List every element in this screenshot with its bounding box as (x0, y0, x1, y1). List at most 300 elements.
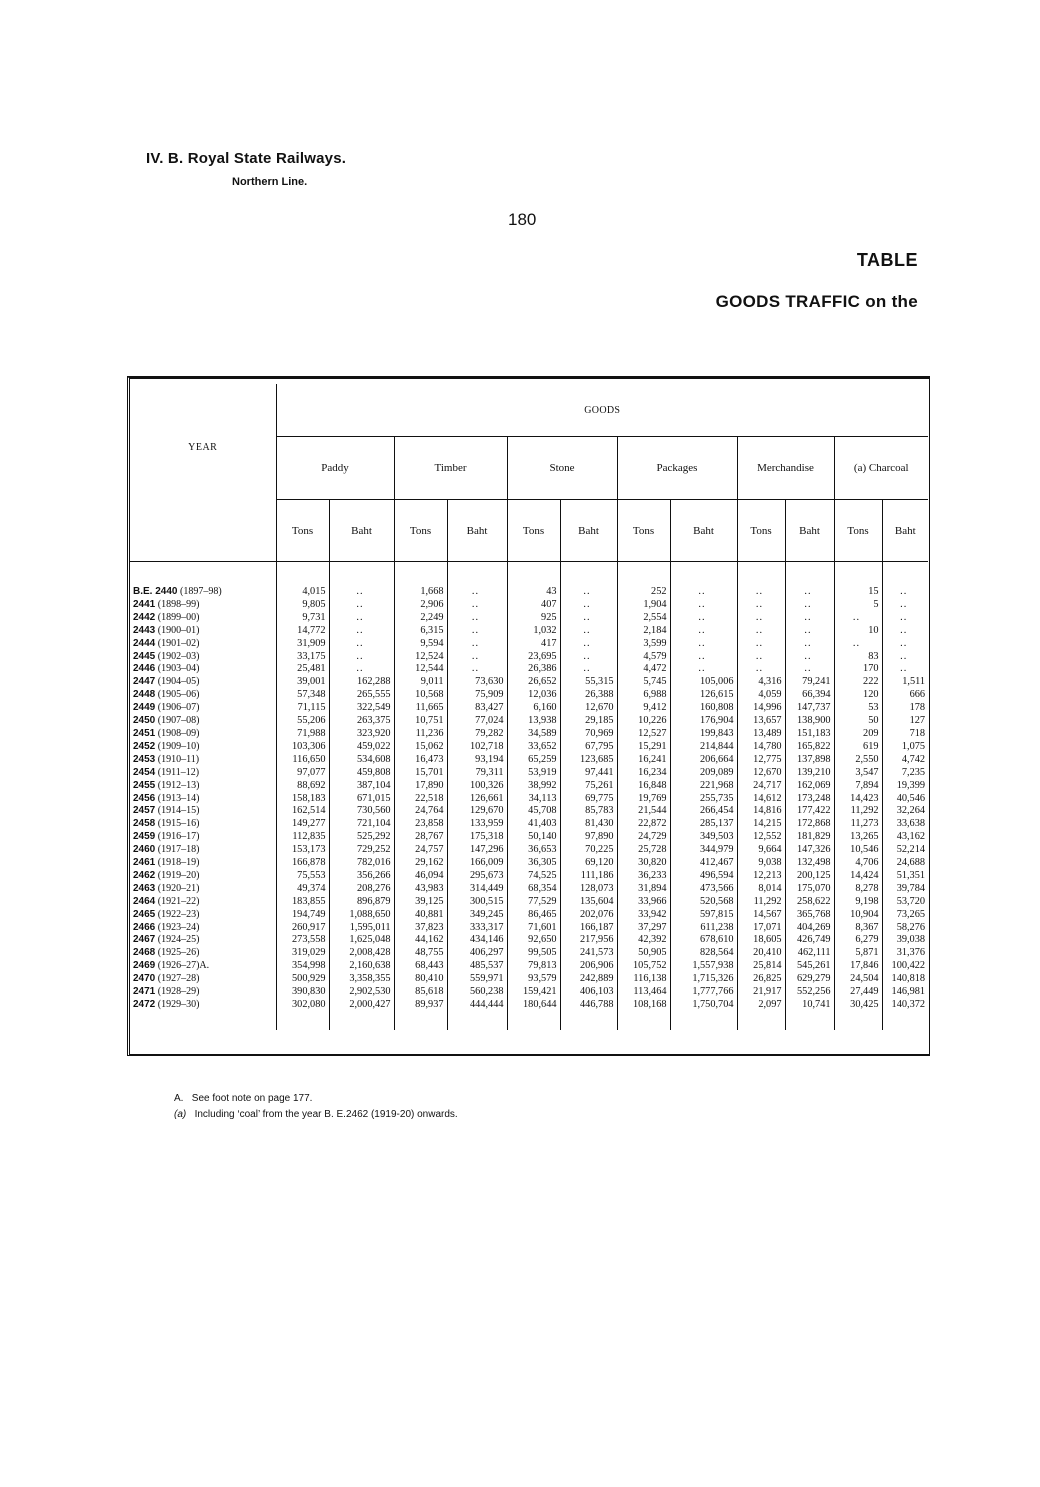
value-cell: 70,225 (560, 844, 617, 857)
value-cell: 15,062 (394, 741, 447, 754)
year-cell: 2443 (1900–01) (130, 625, 276, 638)
unit-header: Tons (507, 500, 560, 562)
unit-header: Baht (670, 500, 737, 562)
value-cell: 322,549 (329, 702, 394, 715)
value-cell: 1,088,650 (329, 909, 394, 922)
section-subtitle: Northern Line. (232, 176, 308, 188)
year-cell: 2456 (1913–14) (130, 793, 276, 806)
value-cell: 1,668 (394, 586, 447, 599)
value-cell: 26,388 (560, 689, 617, 702)
value-cell: 15,291 (617, 741, 670, 754)
value-cell: .. (900, 650, 908, 662)
value-cell: .. (560, 625, 617, 638)
value-cell: .. (737, 663, 785, 676)
value-cell: 14,996 (737, 702, 785, 715)
table-row (130, 831, 928, 844)
value-cell: 14,612 (737, 793, 785, 806)
year-cell: 2467 (1924–25) (130, 934, 276, 947)
value-cell: .. (447, 625, 507, 638)
value-cell: 200,125 (785, 870, 834, 883)
value-cell: 58,276 (896, 921, 926, 933)
value-cell: 93,579 (507, 973, 560, 986)
value-cell: 206,664 (670, 754, 737, 767)
value-cell: 202,076 (560, 909, 617, 922)
value-cell: 50,905 (617, 947, 670, 960)
value-cell: 147,737 (785, 702, 834, 715)
value-cell: 9,664 (737, 844, 785, 857)
value-cell: 126,615 (670, 689, 737, 702)
footnote-a (174, 1093, 312, 1104)
value-cell: 730,560 (329, 805, 394, 818)
value-cell: 729,252 (329, 844, 394, 857)
value-cell: 208,276 (329, 883, 394, 896)
table-row (130, 793, 928, 806)
value-cell: 23,858 (394, 818, 447, 831)
value-cell: 485,537 (447, 960, 507, 973)
value-cell: .. (447, 599, 507, 612)
value-cell: 52,214 (896, 844, 926, 856)
value-cell: 678,610 (670, 934, 737, 947)
value-cell: 4,742 (901, 753, 926, 765)
value-cell: 1,777,766 (670, 986, 737, 999)
value-cell: 13,489 (737, 728, 785, 741)
value-cell: .. (447, 663, 507, 676)
table-label: TABLE (856, 250, 918, 270)
value-cell: 11,292 (737, 896, 785, 909)
value-cell: 194,749 (276, 909, 329, 922)
value-cell: 53,720 (896, 895, 926, 907)
value-cell: 24,504 (834, 973, 882, 986)
value-cell: .. (560, 638, 617, 651)
value-cell: .. (900, 663, 908, 675)
value-cell: 67,795 (560, 741, 617, 754)
value-cell: 525,292 (329, 831, 394, 844)
value-cell: 434,146 (447, 934, 507, 947)
value-cell: 146,981 (891, 986, 926, 998)
value-cell: 69,120 (560, 857, 617, 870)
value-cell: 137,898 (785, 754, 834, 767)
value-cell: 183,855 (276, 896, 329, 909)
value-cell: 10,904 (834, 909, 882, 922)
value-cell: 111,186 (560, 870, 617, 883)
year-cell: 2462 (1919–20) (130, 870, 276, 883)
value-cell: 97,077 (276, 767, 329, 780)
value-cell: 37,297 (617, 922, 670, 935)
table-row (130, 986, 928, 999)
value-cell: 10,226 (617, 715, 670, 728)
value-cell: 162,069 (785, 780, 834, 793)
footnote-text: Including ‘coal’ from the year B. E.2462 (1919-20) onwards. (194, 1109, 458, 1120)
year-cell: 2448 (1905–06) (130, 689, 276, 702)
value-cell: .. (785, 599, 834, 612)
value-cell: 412,467 (670, 857, 737, 870)
value-cell: 13,938 (507, 715, 560, 728)
value-cell: 100,422 (891, 960, 926, 972)
value-cell: 138,900 (785, 715, 834, 728)
value-cell: 85,618 (394, 986, 447, 999)
value-cell: 9,011 (394, 676, 447, 689)
value-cell: .. (560, 586, 617, 599)
table-row (130, 973, 928, 986)
value-cell: 175,070 (785, 883, 834, 896)
value-cell: .. (785, 625, 834, 638)
value-cell: 12,544 (394, 663, 447, 676)
table-row (130, 741, 928, 754)
value-cell: 11,236 (394, 728, 447, 741)
value-cell: 496,594 (670, 870, 737, 883)
value-cell: 75,553 (276, 870, 329, 883)
value-cell: 2,008,428 (329, 947, 394, 960)
value-cell: 48,755 (394, 947, 447, 960)
value-cell: 896,879 (329, 896, 394, 909)
value-cell: 1,075 (901, 740, 926, 752)
value-cell: 17,846 (834, 960, 882, 973)
goods-group-header: GOODS (276, 384, 928, 437)
value-cell: .. (329, 638, 394, 651)
value-cell: 38,992 (507, 780, 560, 793)
value-cell: 16,473 (394, 754, 447, 767)
value-cell: 26,386 (507, 663, 560, 676)
value-cell: .. (834, 612, 882, 625)
value-cell: .. (785, 638, 834, 651)
value-cell: 33,652 (507, 741, 560, 754)
unit-header: Tons (276, 500, 329, 562)
year-cell: 2442 (1899–00) (130, 612, 276, 625)
year-cell: 2455 (1912–13) (130, 780, 276, 793)
value-cell: 153,173 (276, 844, 329, 857)
value-cell: .. (670, 663, 737, 676)
value-cell: 181,829 (785, 831, 834, 844)
value-cell: 14,567 (737, 909, 785, 922)
value-cell: 135,604 (560, 896, 617, 909)
value-cell: .. (329, 586, 394, 599)
year-cell: 2468 (1925–26) (130, 947, 276, 960)
value-cell: 79,241 (785, 676, 834, 689)
value-cell: 139,210 (785, 767, 834, 780)
value-cell: 12,775 (737, 754, 785, 767)
value-cell: 129,670 (447, 805, 507, 818)
year-cell: 2446 (1903–04) (130, 663, 276, 676)
value-cell: 2,906 (394, 599, 447, 612)
value-cell: 6,160 (507, 702, 560, 715)
table-row (130, 909, 928, 922)
value-cell: 302,080 (276, 999, 329, 1012)
unit-header: Baht (329, 500, 394, 562)
table-row (130, 818, 928, 831)
value-cell: 545,261 (785, 960, 834, 973)
value-cell: 105,752 (617, 960, 670, 973)
footnote-charcoal (174, 1109, 458, 1120)
table-row (130, 728, 928, 741)
value-cell: 4,316 (737, 676, 785, 689)
value-cell: .. (737, 612, 785, 625)
category-header: Timber (394, 437, 507, 500)
value-cell: 68,443 (394, 960, 447, 973)
value-cell: 222 (834, 676, 882, 689)
value-cell: 12,670 (560, 702, 617, 715)
value-cell: 17,071 (737, 922, 785, 935)
value-cell: 178 (909, 702, 926, 714)
value-cell: 24,717 (737, 780, 785, 793)
value-cell: 46,094 (394, 870, 447, 883)
value-cell: 1,595,011 (329, 922, 394, 935)
value-cell: 462,111 (785, 947, 834, 960)
unit-header: Tons (737, 500, 785, 562)
value-cell: 79,813 (507, 960, 560, 973)
value-cell: 9,594 (394, 638, 447, 651)
value-cell: 629,279 (785, 973, 834, 986)
value-cell: 15,701 (394, 767, 447, 780)
table-row (130, 702, 928, 715)
value-cell: 406,297 (447, 947, 507, 960)
value-cell: 34,589 (507, 728, 560, 741)
table-row (130, 663, 928, 676)
value-cell: .. (737, 638, 785, 651)
value-cell: 349,503 (670, 831, 737, 844)
value-cell: 209,089 (670, 767, 737, 780)
value-cell: 65,259 (507, 754, 560, 767)
value-cell: 356,266 (329, 870, 394, 883)
value-cell: 619 (834, 741, 882, 754)
value-cell: 1,032 (507, 625, 560, 638)
value-cell: 4,472 (617, 663, 670, 676)
year-cell: 2471 (1928–29) (130, 986, 276, 999)
value-cell: 828,564 (670, 947, 737, 960)
year-cell: 2447 (1904–05) (130, 676, 276, 689)
value-cell: 93,194 (447, 754, 507, 767)
value-cell: 21,917 (737, 986, 785, 999)
value-cell: 83,427 (447, 702, 507, 715)
value-cell: 323,920 (329, 728, 394, 741)
value-cell: 5,871 (834, 947, 882, 960)
value-cell: 426,749 (785, 934, 834, 947)
table-row (130, 947, 928, 960)
value-cell: 925 (507, 612, 560, 625)
value-cell: .. (670, 625, 737, 638)
value-cell: 8,278 (834, 883, 882, 896)
value-cell: .. (670, 638, 737, 651)
value-cell: 354,998 (276, 960, 329, 973)
value-cell: 127 (909, 715, 926, 727)
value-cell: 10,546 (834, 844, 882, 857)
value-cell: 31,376 (896, 947, 926, 959)
value-cell: .. (737, 599, 785, 612)
value-cell: 140,818 (891, 973, 926, 985)
value-cell: 28,767 (394, 831, 447, 844)
value-cell: 11,292 (834, 805, 882, 818)
value-cell: 19,399 (896, 779, 926, 791)
value-cell: 9,038 (737, 857, 785, 870)
value-cell: 209 (834, 728, 882, 741)
value-cell: 9,198 (834, 896, 882, 909)
unit-header: Baht (447, 500, 507, 562)
table-row (130, 599, 928, 612)
year-cell: 2452 (1909–10) (130, 741, 276, 754)
page-number: 180 (508, 210, 537, 229)
year-cell: 2445 (1902–03) (130, 651, 276, 664)
table-row (130, 857, 928, 870)
value-cell: 7,894 (834, 780, 882, 793)
table-row (130, 625, 928, 638)
value-cell: 162,288 (329, 676, 394, 689)
value-cell: 214,844 (670, 741, 737, 754)
value-cell: 83 (834, 651, 882, 664)
value-cell: 85,783 (560, 805, 617, 818)
value-cell: 406,103 (560, 986, 617, 999)
value-cell: 9,412 (617, 702, 670, 715)
value-cell: 86,465 (507, 909, 560, 922)
value-cell: 45,708 (507, 805, 560, 818)
year-cell: 2458 (1915–16) (130, 818, 276, 831)
value-cell: 39,001 (276, 676, 329, 689)
value-cell: 782,016 (329, 857, 394, 870)
year-cell: 2464 (1921–22) (130, 896, 276, 909)
table-row (130, 805, 928, 818)
value-cell: .. (670, 612, 737, 625)
value-cell: 36,305 (507, 857, 560, 870)
value-cell: 2,184 (617, 625, 670, 638)
value-cell: 75,909 (447, 689, 507, 702)
value-cell: 560,238 (447, 986, 507, 999)
value-cell: 5,745 (617, 676, 670, 689)
value-cell: 132,498 (785, 857, 834, 870)
year-cell: 2472 (1929–30) (130, 999, 276, 1012)
year-cell: 2460 (1917–18) (130, 844, 276, 857)
value-cell: 444,444 (447, 999, 507, 1012)
value-cell: 24,757 (394, 844, 447, 857)
value-cell: 500,929 (276, 973, 329, 986)
value-cell: 44,162 (394, 934, 447, 947)
value-cell: 260,917 (276, 922, 329, 935)
value-cell: 534,608 (329, 754, 394, 767)
value-cell: 97,890 (560, 831, 617, 844)
value-cell: .. (447, 612, 507, 625)
value-cell: 2,249 (394, 612, 447, 625)
value-cell: 97,441 (560, 767, 617, 780)
value-cell: 258,622 (785, 896, 834, 909)
value-cell: 71,115 (276, 702, 329, 715)
year-cell: 2465 (1922–23) (130, 909, 276, 922)
year-cell: 2469 (1926–27)A. (130, 960, 276, 973)
value-cell: 12,670 (737, 767, 785, 780)
year-cell: 2459 (1916–17) (130, 831, 276, 844)
value-cell: 387,104 (329, 780, 394, 793)
value-cell: 14,780 (737, 741, 785, 754)
value-cell: 166,878 (276, 857, 329, 870)
value-cell: 23,695 (507, 651, 560, 664)
value-cell: 344,979 (670, 844, 737, 857)
table-row (130, 870, 928, 883)
value-cell: 8,014 (737, 883, 785, 896)
year-cell: B.E. 2440 (1897–98) (130, 586, 276, 599)
value-cell: 173,248 (785, 793, 834, 806)
value-cell: .. (900, 586, 908, 597)
value-cell: 166,009 (447, 857, 507, 870)
value-cell: 33,175 (276, 651, 329, 664)
value-cell: 70,969 (560, 728, 617, 741)
value-cell: 12,552 (737, 831, 785, 844)
value-cell: 33,966 (617, 896, 670, 909)
value-cell: 26,825 (737, 973, 785, 986)
category-header: Packages (617, 437, 737, 500)
value-cell: 2,554 (617, 612, 670, 625)
value-cell: 266,454 (670, 805, 737, 818)
value-cell: 29,162 (394, 857, 447, 870)
value-cell: 4,706 (834, 857, 882, 870)
value-cell: 29,185 (560, 715, 617, 728)
value-cell: 177,422 (785, 805, 834, 818)
unit-header: Tons (834, 500, 882, 562)
value-cell: 446,788 (560, 999, 617, 1012)
value-cell: 40,546 (896, 792, 926, 804)
value-cell: 1,511 (902, 676, 926, 688)
value-cell: 9,731 (276, 612, 329, 625)
value-cell: 459,022 (329, 741, 394, 754)
value-cell: 92,650 (507, 934, 560, 947)
value-cell: .. (329, 625, 394, 638)
footnote-mark: (a) (174, 1109, 187, 1120)
value-cell: 71,601 (507, 922, 560, 935)
value-cell: 105,006 (670, 676, 737, 689)
value-cell: 273,558 (276, 934, 329, 947)
value-cell: 14,772 (276, 625, 329, 638)
value-cell: 50,140 (507, 831, 560, 844)
value-cell: 123,685 (560, 754, 617, 767)
value-cell: 34,113 (507, 793, 560, 806)
value-cell: 42,392 (617, 934, 670, 947)
value-cell: 1,715,326 (670, 973, 737, 986)
value-cell: .. (900, 637, 908, 649)
value-cell: 36,653 (507, 844, 560, 857)
value-cell: 6,279 (834, 934, 882, 947)
value-cell: 14,816 (737, 805, 785, 818)
value-cell: 140,372 (891, 999, 926, 1010)
value-cell: 349,245 (447, 909, 507, 922)
table-row (130, 960, 928, 973)
table-row (130, 689, 928, 702)
value-cell: .. (737, 586, 785, 599)
value-cell: 22,872 (617, 818, 670, 831)
value-cell: 6,315 (394, 625, 447, 638)
value-cell: 39,038 (896, 934, 926, 946)
value-cell: 25,814 (737, 960, 785, 973)
value-cell: .. (670, 651, 737, 664)
value-cell: 217,956 (560, 934, 617, 947)
value-cell: .. (447, 651, 507, 664)
value-cell: .. (560, 599, 617, 612)
table-row (130, 715, 928, 728)
value-cell: 151,183 (785, 728, 834, 741)
value-cell: 126,661 (447, 793, 507, 806)
value-cell: 103,306 (276, 741, 329, 754)
table-row (130, 767, 928, 780)
table-row (130, 780, 928, 793)
value-cell: 147,296 (447, 844, 507, 857)
value-cell: 14,424 (834, 870, 882, 883)
unit-header: Tons (394, 500, 447, 562)
value-cell: .. (560, 663, 617, 676)
value-cell: .. (447, 586, 507, 599)
unit-header: Baht (560, 500, 617, 562)
value-cell: 21,544 (617, 805, 670, 818)
value-cell: 68,354 (507, 883, 560, 896)
value-cell: 33,638 (896, 818, 926, 830)
value-cell: 133,959 (447, 818, 507, 831)
value-cell: 41,403 (507, 818, 560, 831)
value-cell: 69,775 (560, 793, 617, 806)
value-cell: 6,988 (617, 689, 670, 702)
year-cell: 2461 (1918–19) (130, 857, 276, 870)
